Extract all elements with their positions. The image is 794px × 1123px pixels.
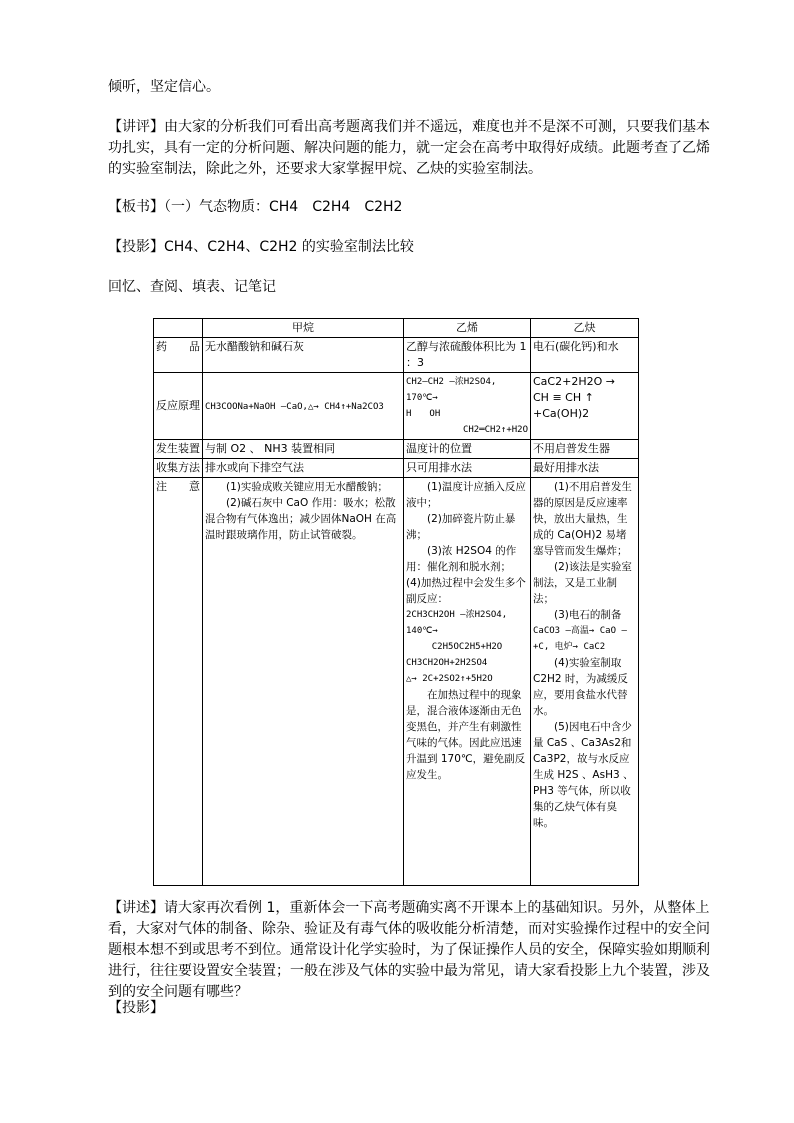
acetylene-eq-line2: CH ≡ CH ↑ xyxy=(533,391,594,404)
table-row-apparatus xyxy=(154,440,639,459)
acetylene-eq-line3: +Ca(OH)2 xyxy=(533,407,590,420)
acetylene-note-5: (5)因电石中含少量 CaS 、Ca3As2和Ca3P2，故与水反应生成 H2S 、AsH3 、PH3 等气体，所以收集的乙炔气体有臭味。 xyxy=(533,721,634,829)
lecture-paragraph xyxy=(108,898,720,1003)
header-empty xyxy=(154,319,203,338)
ethylene-side-eq-3: CH3CH2OH+2H2SO4 xyxy=(406,658,488,668)
table-row-reagent xyxy=(154,338,639,373)
lecture-tag: 【讲述】 xyxy=(108,900,164,916)
acetylene-eq-line1: CaC2+2H2O → xyxy=(533,375,615,388)
projection2-line xyxy=(108,998,708,1019)
recall-line: 回忆、查阅、填表、记笔记 xyxy=(108,279,276,295)
reagent-ethylene: 乙醇与浓硫酸体积比为 1 ：3 xyxy=(404,338,531,373)
apparatus-ethylene: 温度计的位置 xyxy=(404,440,531,459)
table-row-collection xyxy=(154,459,639,478)
notes-ethylene xyxy=(404,478,531,886)
acetylene-note-3: (3)电石的制备 xyxy=(554,609,622,621)
acetylene-note-1: (1)不用启普发生器的原因是反应速率快，放出大量热，生成的 Ca(OH)2 易堵塞导管而发生爆炸； xyxy=(533,481,632,557)
ethylene-eq-line3: CH2═CH2↑+H2O xyxy=(462,425,528,435)
acetylene-note-4: (4)实验室制取 C2H2 时，为减缓反应，要用食盐水代替水。 xyxy=(533,657,628,717)
board-tag: 【板书】 xyxy=(108,199,164,215)
ethylene-eq-line1: CH2—CH2 —浓H2SO4, 170℃→ xyxy=(406,377,497,403)
collection-methane: 排水或向下排空气法 xyxy=(203,459,404,478)
ethylene-note-2: (2)加碎瓷片防止暴沸； xyxy=(406,513,516,541)
apparatus-acetylene: 不用启普发生器 xyxy=(531,440,639,459)
review-tag: 【讲评】 xyxy=(108,119,164,135)
board-text: （一）气态物质：CH4 C2H4 C2H2 xyxy=(164,199,403,215)
header-ethylene: 乙烯 xyxy=(404,319,531,338)
board-line xyxy=(108,197,708,218)
review-text: 由大家的分析我们可看出高考题离我们并不遥远，难度也并不是深不可测，只要我们基本功扎实，具有一定的分析问题、解决问题的能力，就一定会在高考中取得好成绩。此题考查了乙烯的实验室制法，除此之外，还要求大家掌握甲烷、乙炔的实验室制法。 xyxy=(108,119,710,177)
review-paragraph xyxy=(108,117,720,180)
table-row-principle xyxy=(154,373,639,440)
ethylene-note-3: (3)浓 H2SO4 的作用：催化剂和脱水剂； xyxy=(406,545,517,573)
ethylene-side-eq-2: C2H5OC2H5+H2O xyxy=(431,642,503,652)
table-header-row xyxy=(154,319,639,338)
methane-equation: CH3COONa+NaOH —CaO,△→ CH4↑+Na2CO3 xyxy=(205,401,384,412)
ethylene-note-4: (4)加热过程中会发生多个副反应： xyxy=(406,577,526,605)
table-row-notes xyxy=(154,478,639,886)
ethylene-side-eq-1: 2CH3CH2OH —浓H2SO4, 140℃→ xyxy=(406,610,508,636)
apparatus-methane: 与制 O2 、 NH3 装置相同 xyxy=(203,440,404,459)
principle-ethylene xyxy=(404,373,531,440)
ethylene-note-1: (1)温度计应插入反应液中； xyxy=(406,481,526,509)
ethylene-eq-line2: H OH xyxy=(406,409,441,419)
principle-acetylene xyxy=(531,373,639,440)
acetylene-prep-eq: CaCO3 —高温→ CaO —+C, 电炉→ CaC2 xyxy=(533,626,627,652)
row-label-reagent: 药 品 xyxy=(154,338,203,373)
reagent-acetylene: 电石(碳化钙)和水 xyxy=(531,338,639,373)
projection-tag: 【投影】 xyxy=(108,239,164,255)
row-label-apparatus: 发生装置 xyxy=(154,440,203,459)
notes-methane xyxy=(203,478,404,886)
projection-text: CH4、C2H4、C2H2 的实验室制法比较 xyxy=(164,239,414,255)
projection-line xyxy=(108,237,708,258)
header-methane: 甲烷 xyxy=(203,319,404,338)
acetylene-note-2: (2)该法是实验室制法，又是工业制法； xyxy=(533,561,632,605)
methane-note-2: (2)碱石灰中 CaO 作用：吸水；松散混合物有气体逸出；减少固体NaOH 在高温时跟玻璃作用，防止试管破裂。 xyxy=(205,497,397,541)
header-acetylene: 乙炔 xyxy=(531,319,639,338)
ethylene-side-eq-4: △→ 2C+2SO2↑+5H2O xyxy=(406,674,493,684)
reagent-methane: 无水醋酸钠和碱石灰 xyxy=(203,338,404,373)
projection2-tag: 【投影】 xyxy=(108,1000,164,1016)
principle-methane xyxy=(203,373,404,440)
methane-note-1: (1)实验成败关键应用无水醋酸钠； xyxy=(226,481,388,493)
row-label-notes: 注 意 xyxy=(154,478,203,886)
row-label-principle: 反应原理 xyxy=(154,373,203,440)
notes-acetylene xyxy=(531,478,639,886)
comparison-table xyxy=(153,318,639,886)
collection-acetylene: 最好用排水法 xyxy=(531,459,639,478)
row-label-collection: 收集方法 xyxy=(154,459,203,478)
lecture-text: 请大家再次看例 1，重新体会一下高考题确实离不开课本上的基础知识。另外，从整体上看，大家对气体的制备、除杂、验证及有毒气体的吸收能分析清楚，而对实验操作过程中的安全问题根本想不到或思考不到位。通常设计化学实验时，为了保证操作人员的安全，保障实验如期顺利进行，往往要设置安全装置；一般在涉及气体的实验中最为常见，请大家看投影上九个装置，涉及到的安全问题有哪些？ xyxy=(108,900,710,1000)
intro-line: 倾听，坚定信心。 xyxy=(108,79,220,95)
collection-ethylene: 只可用排水法 xyxy=(404,459,531,478)
ethylene-note-5: 在加热过程中的现象是，混合液体逐渐由无色变黑色，并产生有刺激性气味的气体。因此应迅速升温到 170℃，避免副反应发生。 xyxy=(406,689,526,781)
